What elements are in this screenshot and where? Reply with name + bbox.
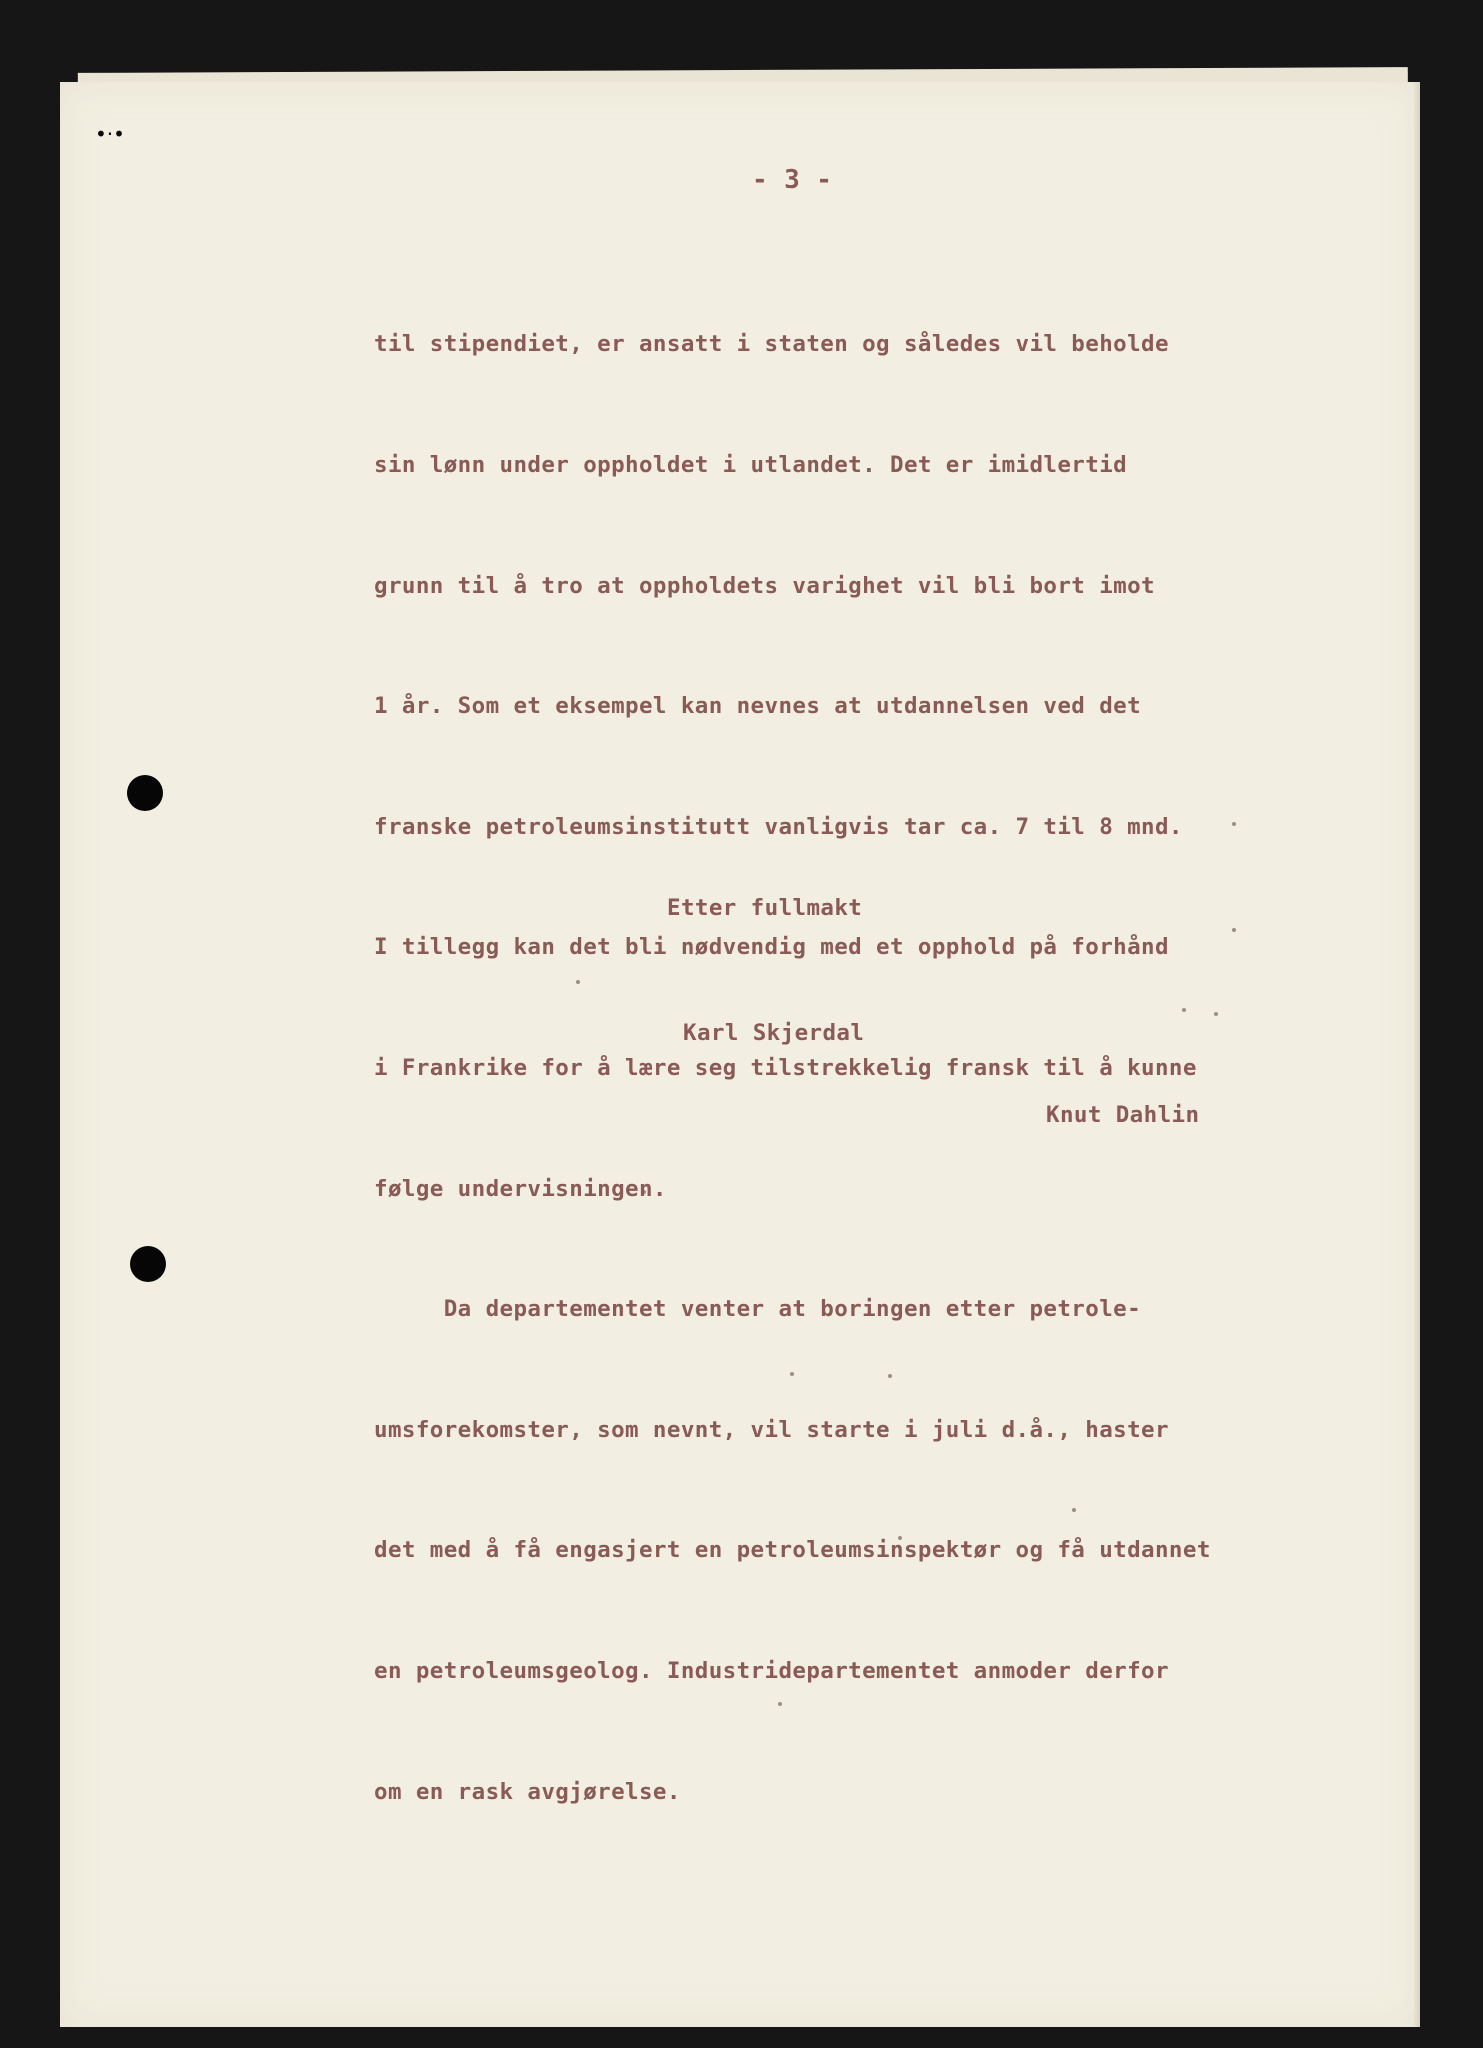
paper-speck	[1232, 928, 1236, 932]
paper-speck	[1232, 822, 1236, 826]
body-line: følge undervisningen.	[374, 1175, 667, 1202]
body-line: Da departementet venter at boringen etter petrole-	[374, 1296, 1142, 1323]
body-line: franske petroleumsinstitutt vanligvis tar ca. 7 til 8 mnd.	[374, 813, 1183, 840]
body-line: grunn til å tro at oppholdets varighet vil bli bort imot	[374, 572, 1155, 599]
body-line: en petroleumsgeolog. Industridepartementet anmoder derfor	[374, 1657, 1169, 1684]
body-line: sin lønn under oppholdet i utlandet. Det er imidlertid	[374, 452, 1128, 478]
body-line: det med å få engasjert en petroleumsinspektør og få utdannet	[374, 1537, 1211, 1564]
body-line: om en rask avgjørelse.	[374, 1778, 681, 1805]
paper-edge	[1414, 82, 1420, 2027]
margin-marks: •·•	[95, 122, 125, 146]
body-line: til stipendiet, er ansatt i staten og således vil beholde	[374, 331, 1169, 358]
punch-hole-bottom	[130, 1246, 166, 1282]
body-line: I tillegg kan det bli nødvendig med et opphold på forhånd	[374, 934, 1169, 961]
letter-body	[374, 244, 1211, 1852]
signatory-name: Knut Dahlin	[1046, 1102, 1200, 1128]
signatory-name: Karl Skjerdal	[683, 1020, 865, 1046]
body-line: 1 år. Som et eksempel kan nevnes at utdannelsen ved det	[374, 693, 1142, 720]
body-line: i Frankrike for å lære seg tilstrekkelig fransk til å kunne	[374, 1054, 1197, 1081]
paper-speck	[1214, 1012, 1218, 1016]
page-number: - 3 -	[752, 165, 833, 195]
body-line: umsforekomster, som nevnt, vil starte i juli d.å., haster	[374, 1416, 1169, 1443]
signature-label: Etter fullmakt	[667, 895, 863, 921]
punch-hole-top	[127, 775, 163, 811]
